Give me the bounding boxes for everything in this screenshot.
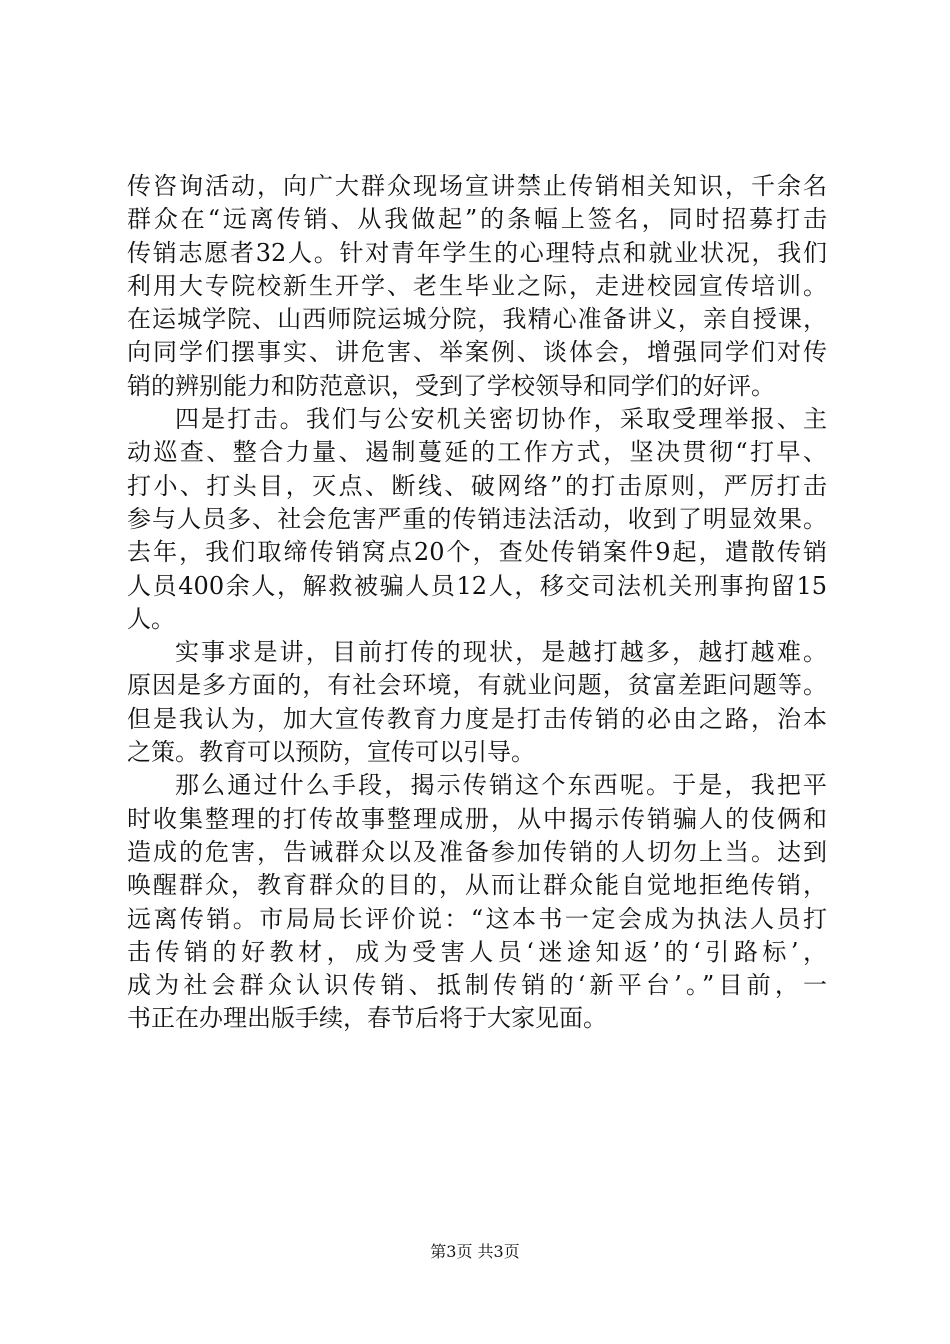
text-line: 成为社会群众认识传销、抵制传销的‘新平台’。”目前，一 bbox=[127, 971, 827, 1000]
text-line: 传咨询活动，向广大群众现场宣讲禁止传销相关知识，千余名 bbox=[127, 172, 827, 200]
text-line: 动巡查、整合力量、遏制蔓延的工作方式，坚决贯彻“打早、 bbox=[127, 438, 827, 467]
text-line: 群众在“远离传销、从我做起”的条幅上签名，同时招募打击 bbox=[127, 205, 827, 234]
text-line: 远离传销。市局局长评价说：“这本书一定会成为执法人员打 bbox=[127, 904, 827, 933]
text-line: 人。 bbox=[127, 604, 175, 633]
paragraph-start-line: 那么通过什么手段，揭示传销这个东西呢。于是，我把平 bbox=[175, 771, 827, 800]
text-line: 去年，我们取缔传销窝点20个，查处传销案件9起，遣散传销 bbox=[127, 538, 827, 567]
paragraph-start-line: 实事求是讲，目前打传的现状，是越打越多，越打越难。 bbox=[175, 638, 827, 667]
document-body bbox=[127, 170, 827, 1036]
text-line: 时收集整理的打传故事整理成册，从中揭示传销骗人的伎俩和 bbox=[127, 804, 827, 833]
text-line: 向同学们摆事实、讲危害、举案例、谈体会，增强同学们对传 bbox=[127, 338, 827, 367]
page-number-footer: 第3页 共3页 bbox=[430, 1242, 520, 1261]
text-line: 造成的危害，告诫群众以及准备参加传销的人切勿上当。达到 bbox=[127, 837, 827, 866]
text-line: 之策。教育可以预防，宣传可以引导。 bbox=[127, 738, 535, 767]
paragraph-start-line: 四是打击。我们与公安机关密切协作，采取受理举报、主 bbox=[175, 405, 827, 434]
text-line: 打小、打头目，灭点、断线、破网络”的打击原则，严厉打击 bbox=[127, 471, 827, 500]
text-line: 在运城学院、山西师院运城分院，我精心准备讲义，亲自授课， bbox=[127, 305, 827, 334]
text-line: 销的辨别能力和防范意识，受到了学校领导和同学们的好评。 bbox=[127, 371, 775, 400]
text-line: 传销志愿者32人。针对青年学生的心理特点和就业状况，我们 bbox=[127, 238, 827, 267]
text-line: 击传销的好教材，成为受害人员‘迷途知返’的‘引路标’， bbox=[127, 937, 827, 966]
text-line: 原因是多方面的，有社会环境，有就业问题，贫富差距问题等。 bbox=[127, 671, 827, 700]
text-line: 参与人员多、社会危害严重的传销违法活动，收到了明显效果。 bbox=[127, 504, 827, 533]
text-line: 唤醒群众，教育群众的目的，从而让群众能自觉地拒绝传销， bbox=[127, 871, 827, 900]
text-line: 书正在办理出版手续，春节后将于大家见面。 bbox=[127, 1004, 607, 1033]
text-line: 利用大专院校新生开学、老生毕业之际，走进校园宣传培训。 bbox=[127, 271, 827, 300]
text-line: 人员400余人，解救被骗人员12人，移交司法机关刑事拘留15 bbox=[127, 571, 827, 600]
text-line: 但是我认为，加大宣传教育力度是打击传销的必由之路，治本 bbox=[127, 704, 827, 733]
